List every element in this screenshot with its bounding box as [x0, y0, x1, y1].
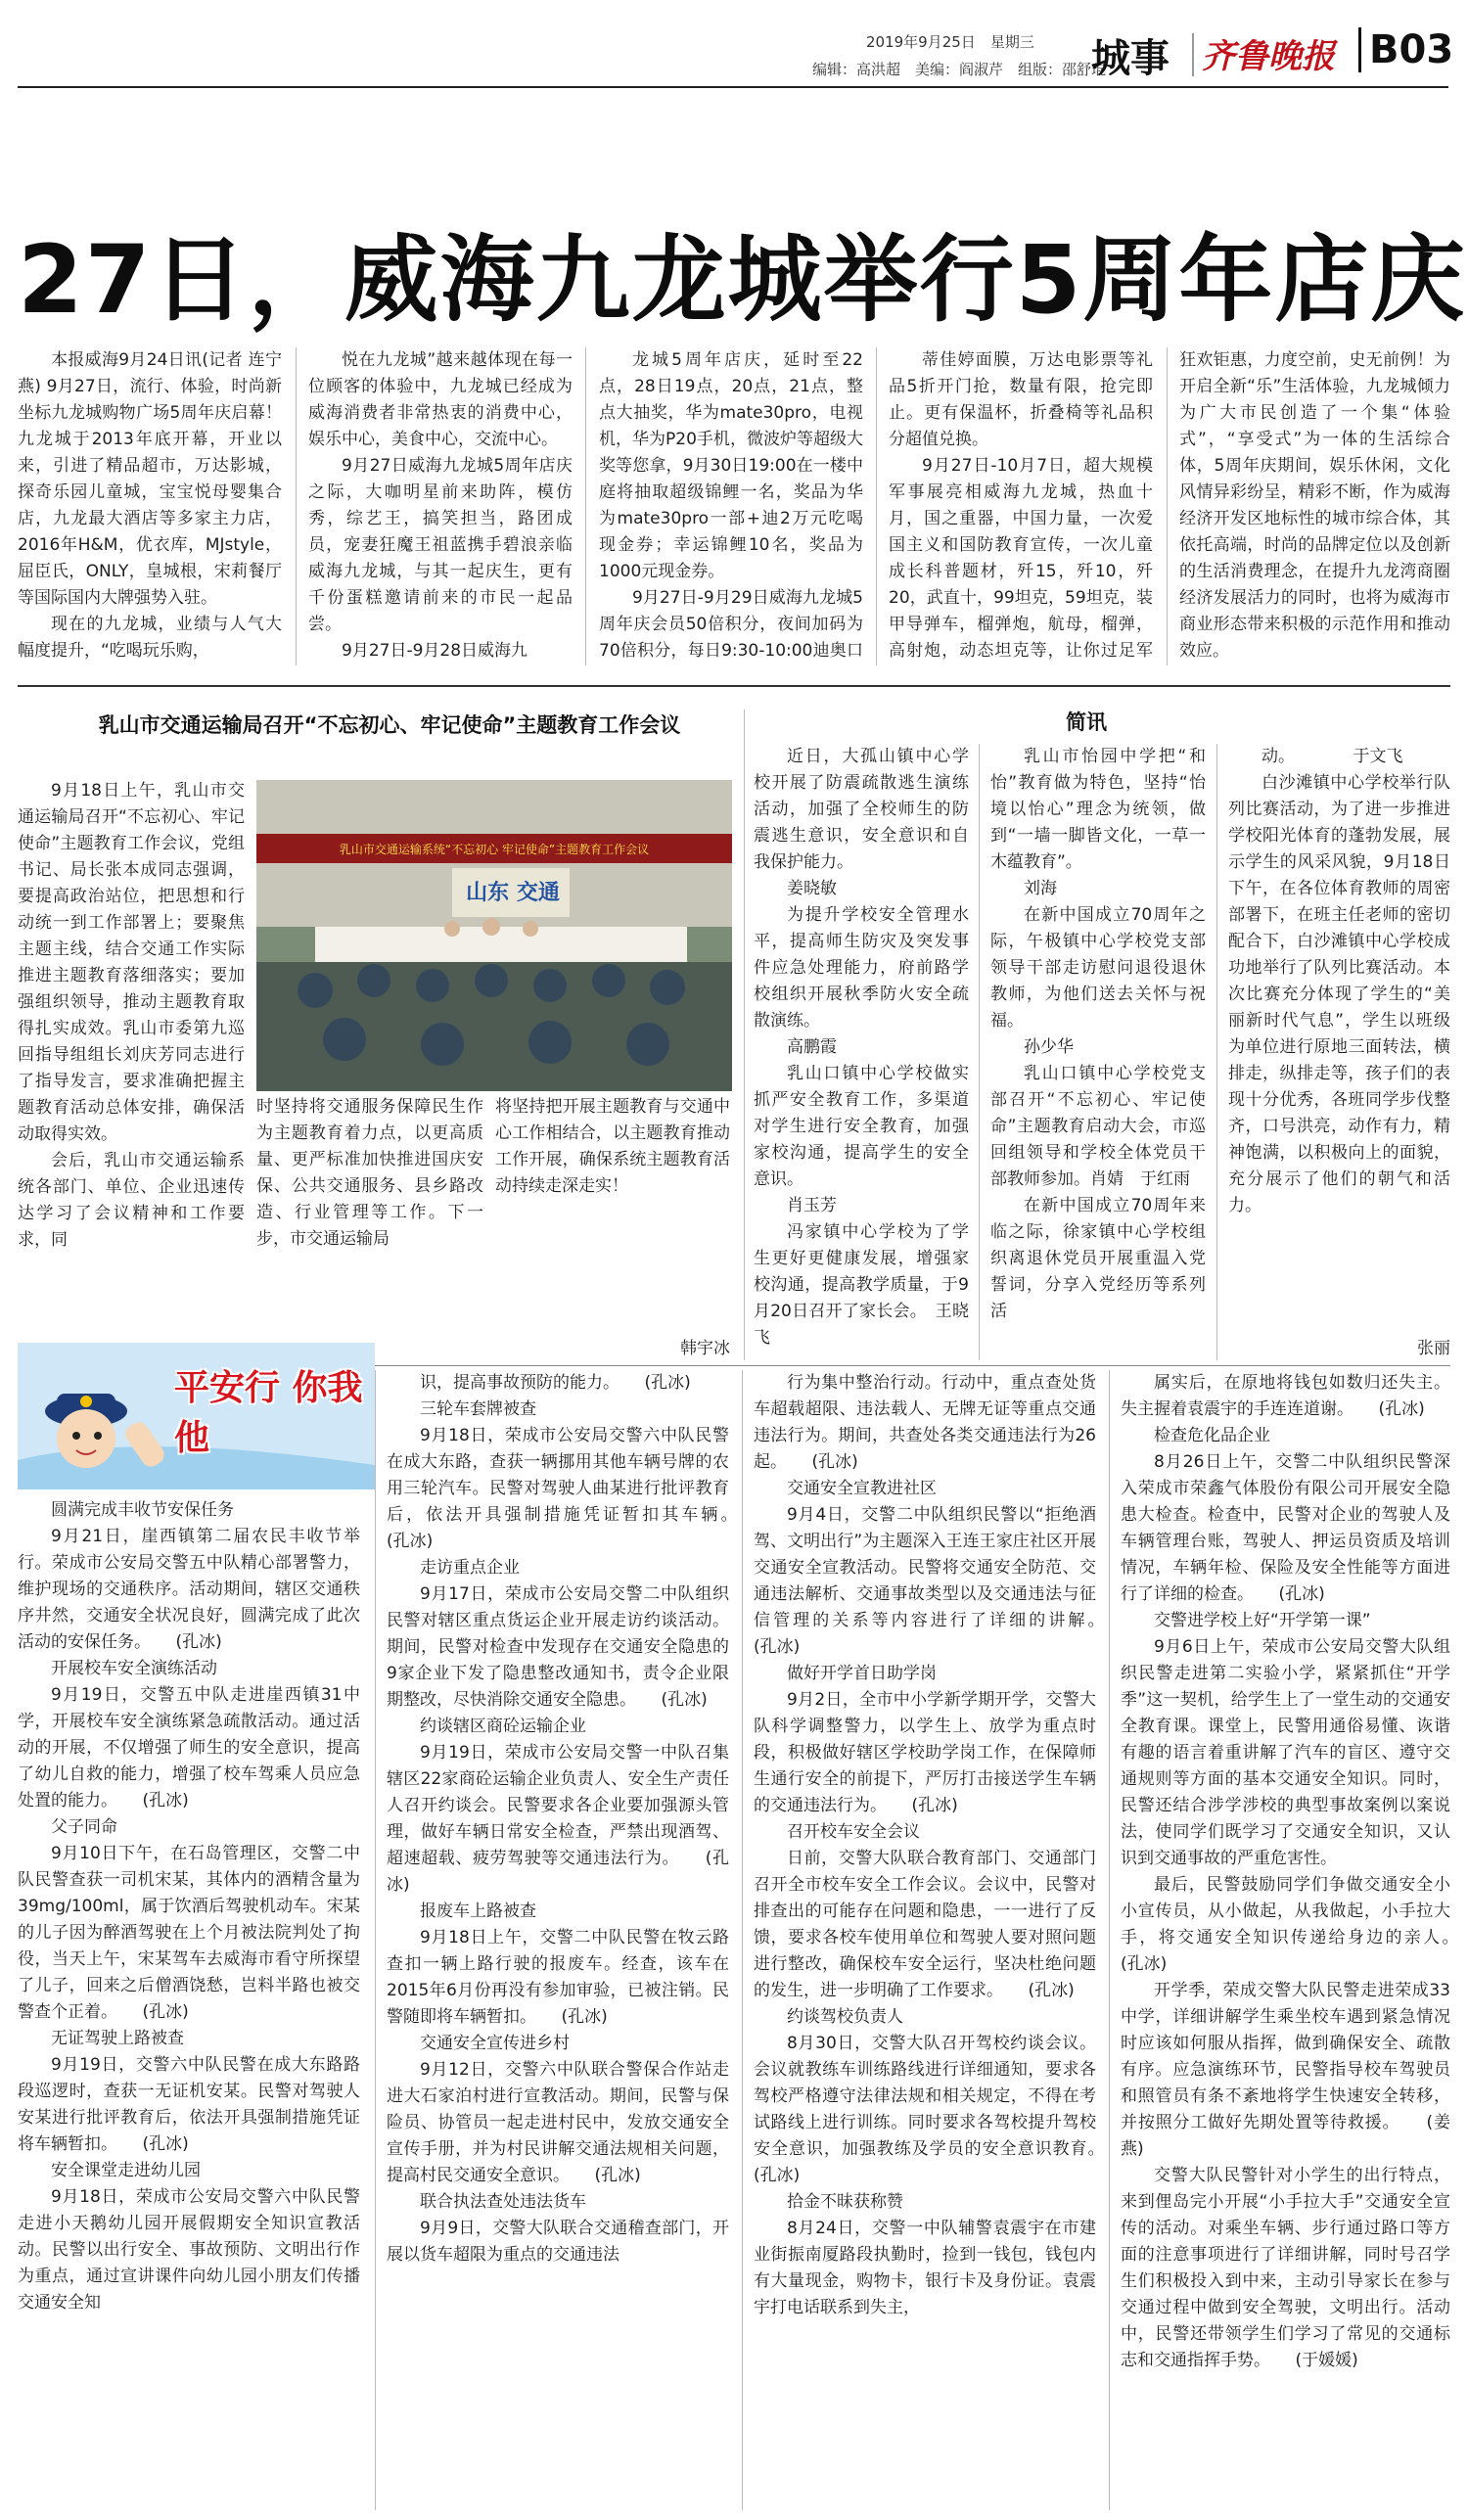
svg-text:乳山市交通运输系统“不忘初心 牢记使命”主题教育工作会议: 乳山市交通运输系统“不忘初心 牢记使命”主题教育工作会议: [339, 843, 650, 856]
paragraph: 9月2日，全市中小学新学期开学，交警大队科学调整警力，以学生上、放学为重点时段，积极做好辖区学校助学岗工作，在保障师生通行安全的前提下，严厉打击接送学生车辆的交通违法行为。 (孔冰): [754, 1690, 1096, 1815]
banner-title: 平安行 你我他: [174, 1368, 363, 1458]
paragraph: 9月19日，交警五中队走进崖西镇31中学，开展校车安全演练紧急疏散活动。通过活动的开展，不仅增强了师生的安全意识，提高了幼儿自救的能力，增强了校车驾乘人员应急处置的能力。 (孔冰): [18, 1685, 360, 1810]
svg-text:山东 交通: 山东 交通: [466, 881, 560, 905]
paragraph: 在新中国成立70周年来临之际，徐家镇中心学校组织离退休党员开展重温入党誓词，分享入党经历等系列活: [990, 1196, 1206, 1321]
paragraph: 三轮车套牌被查: [420, 1399, 536, 1419]
paragraph: 父子同命: [51, 1817, 117, 1837]
paragraph: 9月27日-9月29日威海九龙城5周年庆会员50倍积分，夜间加码为70倍积分，每日9:30-10:00迪奥口: [599, 588, 863, 661]
paragraph: 白沙滩镇中心学校举行队列比赛活动，为了进一步推进学校阳光体育的蓬勃发展，展示学生的风采风貌，9月18日下午，在各位体育教师的周密部署下，在班主任老师的密切配合下，白沙滩镇中心学校成功地举行了队列比赛活动。本次比赛充分体现了学生的“美丽新时代气息”，学生以班级为单位进行原地三面转法，横排走，纵排走等，孩子们的表现十分优秀，各班同学步伐整齐，口号洪亮，动作有力，精神饱满，以积极向上的面貌，充分展示了他们的朝气和活力。: [1228, 773, 1450, 1215]
page-number: B03: [1358, 27, 1453, 72]
paragraph: 悦在九龙城”越来越体现在每一位顾客的体验中，九龙城已经成为威海消费者非常热衷的消费中心，娱乐中心，美食中心，交流中心。: [308, 350, 573, 449]
rushan-author: 韩宇冰: [680, 1339, 730, 1358]
paragraph: 乳山口镇中心学校做实抓严安全教育工作，多渠道对学生进行安全教育，加强家校沟通，提高学生的安全意识。: [754, 1064, 969, 1189]
paragraph: 乳山市怡园中学把“和怡”教育做为特色，坚持“怡境以怡心”理念为统领，做到“一墙一脚皆文化，一草一木蕴教育”。: [990, 747, 1206, 872]
column-divider: [585, 347, 586, 665]
paragraph: 日前，交警大队联合教育部门、交通部门召开全市校车安全工作会议。会议中，民警对排查出的可能存在问题和隐患，一一进行了反馈，要求各校车使用单位和驾驶人要对照问题进行整改，确保校车安全运行，坚决杜绝问题的发生，进一步明确了工作要求。 (孔冰): [754, 1849, 1096, 2000]
paragraph: 属实后，在原地将钱包如数归还失主。失主握着袁震宇的手连连道谢。 (孔冰): [1121, 1373, 1450, 1419]
paragraph: 9月19日，荣成市公安局交警一中队召集辖区22家商砼运输企业负责人、安全生产责任人召开约谈会。民警要求各企业要加强源头管理，做好车辆日常安全检查，严禁出现酒驾、超速超载、疲劳驾驶等交通违法行为。 (孔冰): [387, 1743, 729, 1895]
paragraph: 9月17日，荣成市公安局交警二中队组织民警对辖区重点货运企业开展走访约谈活动。期间，民警对检查中发现存在交通安全隐患的9家企业下发了隐患整改通知书，责令企业限期整改，尽快消除交通安全隐患。 (孔冰): [387, 1584, 729, 1710]
paragraph: 乳山口镇中心学校党支部召开“不忘初心、牢记使命”主题教育启动大会，市巡回组领导和学校全体党员干部教师参加。肖婧 于红雨: [990, 1064, 1206, 1189]
paragraph: 召开校车安全会议: [787, 1822, 920, 1842]
paragraph: 安全课堂走进幼儿园: [51, 2161, 201, 2180]
paragraph: 检查危化品企业: [1154, 1426, 1270, 1445]
column-divider: [979, 744, 980, 1360]
column-divider: [296, 347, 297, 665]
paragraph: 交通安全宣教进社区: [787, 1479, 937, 1498]
traffic-col-2: [387, 1370, 729, 2510]
column-divider: [876, 347, 877, 665]
column-divider: [1167, 347, 1168, 665]
paragraph: 圆满完成丰收节安保任务: [51, 1500, 234, 1520]
paragraph: 在新中国成立70周年之际，午极镇中心学校党支部领导干部走访慰问退役退休教师，为他们送去关怀与祝福。: [990, 905, 1206, 1031]
paragraph: 8月30日，交警大队召开驾校约谈会议。会议就教练车训练路线进行详细通知，要求各驾校严格遵守法律法规和相关规定，不得在考试路线上进行训练。同时要求各驾校提升驾校安全意识，加强教练及学员的安全意识教育。 (孔冰): [754, 2034, 1096, 2185]
paragraph: 9月18日上午，交警二中队民警在牧云路查扣一辆上路行驶的报废车。经查，该车在2015年6月份再没有参加审验，已被注销。民警随即将车辆暂扣。 (孔冰): [387, 1928, 729, 2027]
page-header: [0, 0, 1468, 93]
section-rule: [18, 685, 1450, 687]
brief-col-3: [1228, 744, 1450, 1331]
header-divider: [1192, 33, 1194, 76]
meeting-photo-image: [256, 780, 732, 1091]
traffic-col-1: [18, 1497, 360, 2510]
paragraph: 9月12日，交警六中队联合警保合作站走进大石家泊村进行宣教活动。期间，民警与保险员、协管员一起走进村民中，发放交通安全宣传手册，并为村民讲解交通法规相关问题，提高村民交通安全意识。 (孔冰): [387, 2060, 729, 2185]
paragraph: 9月18日，荣成市公安局交警六中队民警走进小天鹅幼儿园开展假期安全知识宣教活动。民警以出行安全、事故预防、文明出行作为重点，通过宣讲课件向幼儿园小朋友们传播交通安全知: [18, 2187, 360, 2313]
paragraph: 交警进学校上好“开学第一课”: [1154, 1611, 1371, 1630]
paragraph: 9月6日上午，荣成市公安局交警大队组织民警走进第二实验小学，紧紧抓住“开学季”这一契机，给学生上了一堂生动的交通安全教育课。课堂上，民警用通俗易懂、诙谐有趣的语言着重讲解了汽车的盲区、遵守交通规则等方面的基本交通安全知识。同时，民警还结合涉学涉校的典型事故案例以案说法，使同学们既学习了交通安全知识，又认识到交通事故的严重危害性。: [1121, 1637, 1450, 1868]
rushan-col-2: 时坚持将交通服务保障民生作为主题教育着力点，以更高质量、更严标准加快推进国庆安保、公共交通服务、县乡路改造、行业管理等工作。下一步，市交通运输局: [256, 1097, 483, 1249]
column-divider: [1109, 1370, 1110, 2510]
paragraph: 姜晓敏: [787, 879, 837, 898]
paragraph: 做好开学首日助学岗: [787, 1664, 937, 1683]
paragraph: 交警大队民警针对小学生的出行特点，来到俚岛完小开展“小手拉大手”交通安全宣传的活动。对乘坐车辆、步行通过路口等方面的注意事项进行了详细讲解，同时号召学生们积极投入到中来，主动引导家长在参与交通过程中做到安全驾驶，文明出行。活动中，民警还带领学生们学习了常见的交通标志和交通指挥手势。 (于媛媛): [1121, 2166, 1450, 2370]
column-divider: [744, 710, 745, 1360]
paragraph: 会后，乳山市交通运输系统各部门、单位、企业迅速传达学习了会议精神和工作要求，同: [18, 1151, 245, 1250]
paragraph: 9月27日-10月7日，超大规模军事展亮相威海九龙城，热血十月，国之重器，中国力量，一次爱国主义和国防教育宣传，一次儿童成长科普题材，歼15，歼10，歼20，武直十，99坦克，59坦克，装甲导弹车，榴弹炮，航母，榴弹，高射炮，动态坦克等，让你过足军: [889, 456, 1153, 661]
paragraph: 9月10日下午，在石岛管理区，交警二中队民警查获一司机宋某，其体内的酒精含量为39mg/100ml，属于饮酒后驾驶机动车。宋某的儿子因为醉酒驾驶在上个月被法院判处了拘役，当天上午，宋某驾车去威海市看守所探望了儿子，回来之后僧酒饶愁，岂料半路也被交警查个正着。 (孔冰): [18, 1844, 360, 2022]
paragraph: 近日，大孤山镇中心学校开展了防震疏散逃生演练活动，加强了全校师生的防震逃生意识，安全意识和自我保护能力。: [754, 747, 969, 872]
paragraph: 9月18日上午，乳山市交通运输局召开“不忘初心、牢记使命”主题教育工作会议，党组书记、局长张本成同志强调，要提高政治站位，把思想和行动统一到工作部署上；要聚焦主题主线，结合交通工作实际推进主题教育落细落实；要加强组织领导，推动主题教育取得扎实成效。乳山市委第九巡回指导组组长刘庆芳同志进行了指导发言，要求准确把握主题教育活动总体安排，确保活动取得实效。: [18, 781, 245, 1144]
rushan-title: 乳山市交通运输局召开“不忘初心、牢记使命”主题教育工作会议: [98, 713, 681, 737]
paragraph: 8月26日上午，交警二中队组织民警深入荣成市荣鑫气体股份有限公司开展安全隐患大检查。检查中，民警对企业的驾驶人及车辆管理台账，驾驶人、押运员资质及培训情况，车辆年检、保险及安全性能等方面进行了详细的检查。 (孔冰): [1121, 1452, 1450, 1604]
paragraph: 本报威海9月24日讯(记者 连宁燕) 9月27日，流行、体验，时尚新坐标九龙城购物广场5周年庆启幕！九龙城于2013年底开幕，开业以来，引进了精品超市，万达影城，探奇乐园儿童城，宝宝悦母婴集合店，九龙最大酒店等多家主力店，2016年H&M，优衣库，MJstyle，屈臣氏，ONLY，皇城根，宋莉餐厅等国际国内大牌强势入驻。: [18, 350, 282, 608]
paragraph: 联合执法查处违法货车: [420, 2192, 586, 2212]
paragraph: 9月27日-9月28日威海九: [342, 641, 528, 661]
editors-line: 编辑：高洪超 美编：阎淑芹 组版：邵舒琨: [812, 61, 1107, 78]
paragraph: 走访重点企业: [420, 1558, 520, 1578]
paragraph: 报废车上路被查: [420, 1901, 536, 1921]
column-divider: [1216, 744, 1217, 1360]
traffic-col-4: [1121, 1370, 1450, 2510]
meeting-photo: [256, 780, 732, 1091]
lead-article-col-3: [599, 347, 863, 665]
lead-article-col-5: 狂欢钜惠，力度空前，史无前例！为开启全新“乐”生活体验，九龙城倾力为广大市民创造了一个集“体验式”，“享受式”为一体的生活综合体，5周年庆期间，娱乐休闲，文化风情异彩纷呈，精彩不断，作为威海经济开发区地标性的城市综合体，其依托高端，时尚的品牌定位以及创新的生活消费理念，在提升九龙湾商圈经济发展活力的同时，也将为威海市商业形态带来积极的示范作用和推动效应。: [1179, 350, 1450, 661]
paragraph: 约谈驾校负责人: [787, 2007, 903, 2027]
paragraph: 肖玉芳: [787, 1196, 837, 1215]
paragraph: 刘海: [1024, 879, 1057, 898]
paragraph: 9月27日威海九龙城5周年店庆之际，大咖明星前来助阵，模仿秀，综艺王，搞笑担当，路团成员，宠妻狂魔王祖蓝携手碧浪亲临威海九龙城，与其一起庆生，更有千份蛋糕邀请前来的市民一起品尝。: [308, 456, 573, 634]
newspaper-logo: 齐鲁晚报: [1202, 37, 1335, 76]
column-divider: [742, 1370, 743, 2510]
paragraph: 无证驾驶上路被查: [51, 2029, 184, 2048]
paragraph: 8月24日，交警一中队辅警袁震宇在市建业街振南厦路段执勤时，捡到一钱包，钱包内有大量现金，购物卡，银行卡及身份证。袁震宇打电话联系到失主，: [754, 2219, 1096, 2317]
paragraph: 9月21日，崖西镇第二届农民丰收节举行。荣成市公安局交警五中队精心部署警力，维护现场的交通秩序。活动期间，辖区交通秩序井然，交通安全状况良好，圆满完成了此次活动的安保任务。 (孔冰): [18, 1527, 360, 1652]
paragraph: 交通安全宣传进乡村: [420, 2034, 570, 2053]
paragraph: 最后，民警鼓励同学们争做交通安全小小宣传员，从小做起，从我做起，小手拉大手，将交通安全知识传递给身边的亲人。 (孔冰): [1121, 1875, 1450, 1974]
paragraph: 约谈辖区商砼运输企业: [420, 1717, 586, 1736]
paragraph: 9月19日，交警六中队民警在成大东路路段巡逻时，查获一无证机安某。民警对驾驶人安某进行批评教育后，依法开具强制措施凭证将车辆暂扣。 (孔冰): [18, 2055, 360, 2154]
lead-article-col-1: [18, 347, 282, 665]
paragraph: 高鹏霞: [787, 1037, 837, 1057]
brief-col-2: [990, 744, 1206, 1360]
paragraph: 孙少华: [1024, 1037, 1074, 1057]
paragraph: 现在的九龙城，业绩与人气大幅度提升，“吃喝玩乐购，: [18, 615, 282, 661]
brief-title: 简讯: [1066, 710, 1107, 734]
traffic-banner: [18, 1343, 375, 1489]
brief-author: 张丽: [1417, 1339, 1450, 1358]
paragraph: 9月9日，交警大队联合交通稽查部门，开展以货车超限为重点的交通违法: [387, 2219, 729, 2265]
rushan-col-3: 将坚持把开展主题教育与交通中心工作相结合，以主题教育推动工作开展，确保系统主题教育活动持续走深走实！: [495, 1097, 730, 1196]
paragraph: 动。 于文飞: [1262, 747, 1403, 766]
paragraph: 9月18日，荣成市公安局交警六中队民警在成大东路，查获一辆挪用其他车辆号牌的农用三轮汽车。民警对驾驶人曲某进行批评教育后，依法开具强制措施凭证暂扣其车辆。 (孔冰): [387, 1426, 729, 1551]
header-rule: [18, 86, 1448, 88]
paragraph: 识，提高事故预防的能力。 (孔冰): [420, 1373, 691, 1393]
paragraph: 拾金不昧获称赞: [787, 2192, 903, 2212]
main-headline: 27日，威海九龙城举行5周年店庆: [18, 225, 1467, 335]
paragraph: 9月4日，交警二中队组织民警以“拒绝酒驾、文明出行”为主题深入王连王家庄社区开展交通安全宣教活动。民警将交通安全防范、交通违法解析、交通事故类型以及交通违法与征信管理的关系等内容进行了详细的讲解。 (孔冰): [754, 1505, 1096, 1657]
issue-date: 2019年9月25日 星期三: [866, 33, 1034, 51]
paragraph: 为提升学校安全管理水平，提高师生防灾及突发事件应急处理能力，府前路学校组织开展秋季防火安全疏散演练。: [754, 905, 969, 1031]
paragraph: 行为集中整治行动。行动中，重点查处货车超载超限、违法载人、无牌无证等重点交通违法行为。期间，共查处各类交通违法行为26起。 (孔冰): [754, 1373, 1096, 1472]
brief-col-1: [754, 744, 969, 1360]
paragraph: 龙城5周年店庆，延时至22点，28日19点，20点，21点，整点大抽奖，华为mate30pro，电视机，华为P20手机，微波炉等超级大奖等您拿，9月30日19:00在一楼中庭将抽取超级锦鲤一名，奖品为华为mate30pro一部+迪2万元吃喝现金券；幸运锦鲤10名，奖品为1000元现金券。: [599, 350, 863, 581]
traffic-col-3: [754, 1370, 1096, 2510]
rushan-col-1: [18, 778, 245, 1360]
paragraph: 开展校车安全演练活动: [51, 1659, 217, 1678]
paragraph: 冯家镇中心学校为了学生更好更健康发展，增强家校沟通，提高教学质量，于9月20日召开了家长会。 王晓飞: [754, 1222, 969, 1348]
paragraph: 蒂佳婷面膜，万达电影票等礼品5折开门抢，数量有限，抢完即止。更有保温杯，折叠椅等礼品积分超值兑换。: [889, 350, 1153, 449]
paragraph: 开学季，荣成交警大队民警走进荣成33中学，详细讲解学生乘坐校车遇到紧急情况时应该如何服从指挥，做到确保安全、疏散有序。应急演练环节，民警指导校车驾驶员和照管员有条不紊地将学生快速安全转移，并按照分工做好先期处置等待救援。 (姜燕): [1121, 1981, 1450, 2159]
lead-article-col-2: [308, 347, 573, 665]
section-name: 城事: [1091, 36, 1170, 81]
lead-article-col-4: [889, 347, 1153, 665]
column-divider: [375, 1370, 376, 2510]
